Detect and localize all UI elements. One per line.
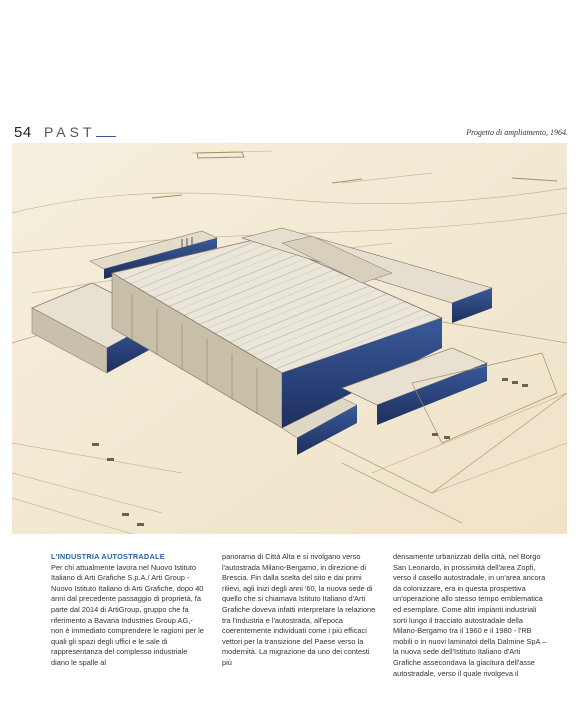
text-column-1: [51, 552, 206, 669]
section-label: PAST: [44, 124, 96, 140]
article-paragraph-1: Per chi attualmente lavora nel Nuovo Istituto Italiano di Arti Grafiche S.p.A./ Arti Group - Nuovo Istituto Italiano di Arti Grafiche, dopo 40 anni dal precedente passaggio di proprietà, fa parte dal 2014 di ArtiGroup, gruppo che fa riferimento a Bavaria Industries Group AG,- non è immediato comprendere le ragioni per le quali gli spazi degli uffici e le sale di rappresentanza del complesso industriale diano le spalle al: [51, 562, 204, 667]
figure-caption: Progetto di ampliamento, 1964.: [466, 128, 568, 137]
section-rule: [96, 136, 116, 137]
text-column-3: [393, 552, 548, 679]
article-paragraph-3: densamente urbanizzati della città, nel Borgo San Leonardo, in prossimità dell'area Zopfi, verso il casello autostradale, in un'area ancora da colonizzare, era in questa prospettiva un'operazione allo stesso tempo emblematica ed esemplare. Come altri impianti industriali sorti lungo il tracciato autostradale della Milano-Bergamo tra il 1960 e il 1980 - l'RB mobili o in nuovi laminatoi della Dalmine SpA – la nuova sede dell'Istituto Italiano d'Arti Grafiche assecondava la giacitura dell'asse autostradale, verso il quale rivolgeva il: [393, 552, 547, 678]
architectural-drawing: [12, 143, 567, 534]
article-paragraph-2: panorama di Città Alta e si rivolgano verso l'autostrada Milano-Bergamo, in direzione di Brescia. Fin dalla scelta del sito e dai primi rilievi, agli inizi degli anni '60, la nuova sede di quello che si chiamava Istituto Italiano d'Arti Grafiche doveva infatti interpretare la relazione tra l'industria e l'autostrada, all'epoca coerentemente individuati come i più efficaci vettori per la transizione del Paese verso la modernità. La migrazione da uno dei contesti più: [222, 552, 376, 667]
article-heading: L'INDUSTRIA AUTOSTRADALE: [51, 552, 165, 561]
page-number: 54: [14, 124, 32, 141]
text-column-2: [222, 552, 377, 669]
